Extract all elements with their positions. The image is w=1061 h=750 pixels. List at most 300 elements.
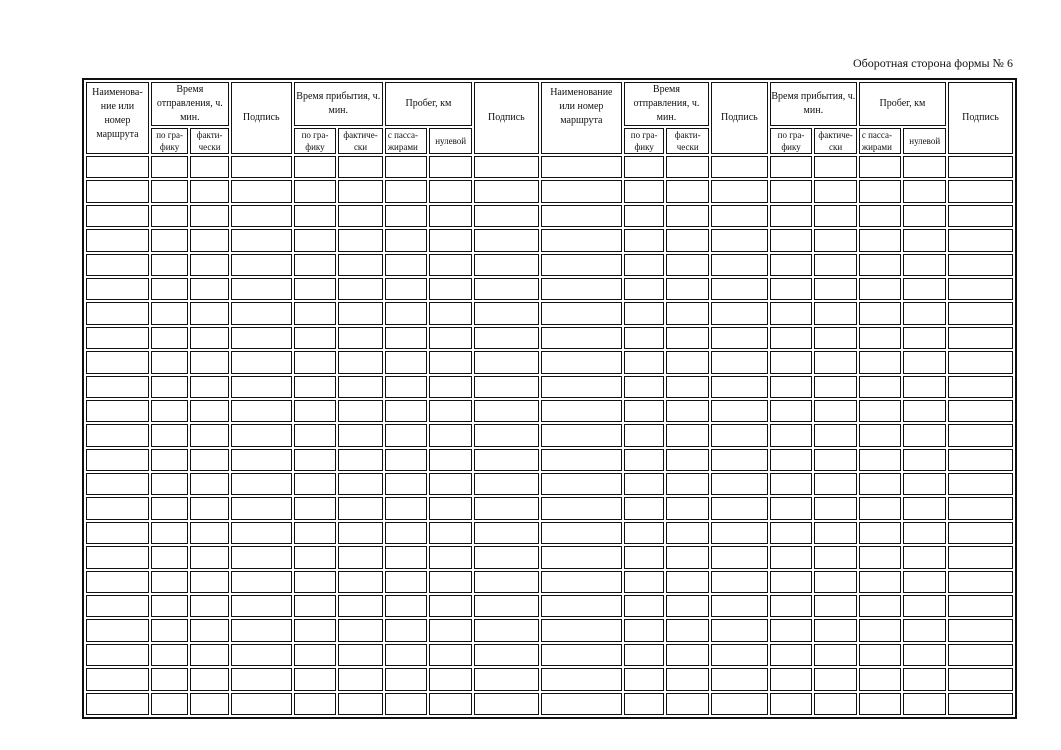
table-cell[interactable] [86,180,149,202]
table-cell[interactable] [385,156,428,178]
table-cell[interactable] [474,180,539,202]
table-cell[interactable] [231,497,292,519]
table-cell[interactable] [948,497,1013,519]
table-cell[interactable] [814,278,857,300]
table-cell[interactable] [541,522,622,544]
table-cell[interactable] [429,180,472,202]
table-cell[interactable] [474,302,539,324]
table-cell[interactable] [86,278,149,300]
table-cell[interactable] [86,522,149,544]
table-cell[interactable] [151,595,189,617]
table-cell[interactable] [666,449,709,471]
table-cell[interactable] [770,424,813,446]
table-cell[interactable] [859,278,902,300]
table-cell[interactable] [86,546,149,568]
table-cell[interactable] [294,644,337,666]
table-cell[interactable] [814,327,857,349]
table-cell[interactable] [151,424,189,446]
table-cell[interactable] [541,302,622,324]
table-cell[interactable] [151,571,189,593]
table-cell[interactable] [666,693,709,715]
table-cell[interactable] [948,205,1013,227]
table-cell[interactable] [338,497,383,519]
table-cell[interactable] [151,449,189,471]
table-cell[interactable] [429,254,472,276]
table-cell[interactable] [429,619,472,641]
table-cell[interactable] [903,229,946,251]
table-cell[interactable] [711,351,768,373]
table-cell[interactable] [474,522,539,544]
table-cell[interactable] [541,229,622,251]
table-cell[interactable] [231,522,292,544]
table-cell[interactable] [903,473,946,495]
table-cell[interactable] [294,473,337,495]
table-cell[interactable] [903,424,946,446]
table-cell[interactable] [770,644,813,666]
table-cell[interactable] [624,229,665,251]
table-cell[interactable] [385,571,428,593]
table-cell[interactable] [948,693,1013,715]
table-cell[interactable] [903,619,946,641]
table-cell[interactable] [666,668,709,690]
table-cell[interactable] [385,229,428,251]
table-cell[interactable] [711,156,768,178]
table-cell[interactable] [429,497,472,519]
table-cell[interactable] [151,254,189,276]
table-cell[interactable] [385,400,428,422]
table-cell[interactable] [541,619,622,641]
table-cell[interactable] [859,595,902,617]
table-cell[interactable] [770,668,813,690]
table-cell[interactable] [903,351,946,373]
table-cell[interactable] [624,424,665,446]
table-cell[interactable] [859,668,902,690]
table-cell[interactable] [814,693,857,715]
table-cell[interactable] [814,254,857,276]
table-cell[interactable] [474,376,539,398]
table-cell[interactable] [666,595,709,617]
table-cell[interactable] [294,254,337,276]
table-cell[interactable] [385,619,428,641]
table-cell[interactable] [231,254,292,276]
table-cell[interactable] [338,205,383,227]
table-cell[interactable] [666,156,709,178]
table-cell[interactable] [338,302,383,324]
table-cell[interactable] [338,278,383,300]
table-cell[interactable] [294,376,337,398]
table-cell[interactable] [770,205,813,227]
table-cell[interactable] [541,693,622,715]
table-cell[interactable] [474,571,539,593]
table-cell[interactable] [711,278,768,300]
table-cell[interactable] [385,473,428,495]
table-cell[interactable] [903,205,946,227]
table-cell[interactable] [541,644,622,666]
table-cell[interactable] [541,400,622,422]
table-cell[interactable] [814,229,857,251]
table-cell[interactable] [666,302,709,324]
table-cell[interactable] [429,302,472,324]
table-cell[interactable] [231,376,292,398]
table-cell[interactable] [948,254,1013,276]
table-cell[interactable] [231,571,292,593]
table-cell[interactable] [541,473,622,495]
table-cell[interactable] [86,156,149,178]
table-cell[interactable] [903,522,946,544]
table-cell[interactable] [231,424,292,446]
table-cell[interactable] [541,424,622,446]
table-cell[interactable] [474,473,539,495]
table-cell[interactable] [338,449,383,471]
table-cell[interactable] [814,205,857,227]
table-cell[interactable] [294,400,337,422]
table-cell[interactable] [385,254,428,276]
table-cell[interactable] [385,376,428,398]
table-cell[interactable] [231,595,292,617]
table-cell[interactable] [711,644,768,666]
table-cell[interactable] [859,156,902,178]
table-cell[interactable] [86,205,149,227]
table-cell[interactable] [86,351,149,373]
table-cell[interactable] [711,668,768,690]
table-cell[interactable] [190,595,229,617]
table-cell[interactable] [385,693,428,715]
table-cell[interactable] [948,473,1013,495]
table-cell[interactable] [385,278,428,300]
table-cell[interactable] [859,229,902,251]
table-cell[interactable] [859,400,902,422]
table-cell[interactable] [151,327,189,349]
table-cell[interactable] [770,180,813,202]
table-cell[interactable] [151,400,189,422]
table-cell[interactable] [338,180,383,202]
table-cell[interactable] [903,400,946,422]
table-cell[interactable] [859,522,902,544]
table-cell[interactable] [429,424,472,446]
table-cell[interactable] [474,449,539,471]
table-cell[interactable] [711,546,768,568]
table-cell[interactable] [948,302,1013,324]
table-cell[interactable] [859,254,902,276]
table-cell[interactable] [624,278,665,300]
table-cell[interactable] [190,693,229,715]
table-cell[interactable] [814,180,857,202]
table-cell[interactable] [338,400,383,422]
table-cell[interactable] [294,571,337,593]
table-cell[interactable] [294,424,337,446]
table-cell[interactable] [151,546,189,568]
table-cell[interactable] [474,595,539,617]
table-cell[interactable] [190,254,229,276]
table-cell[interactable] [474,497,539,519]
table-cell[interactable] [338,327,383,349]
table-cell[interactable] [294,668,337,690]
table-cell[interactable] [624,595,665,617]
table-cell[interactable] [666,497,709,519]
table-cell[interactable] [859,473,902,495]
table-cell[interactable] [541,546,622,568]
table-cell[interactable] [151,497,189,519]
table-cell[interactable] [151,668,189,690]
table-cell[interactable] [711,376,768,398]
table-cell[interactable] [859,571,902,593]
table-cell[interactable] [474,156,539,178]
table-cell[interactable] [711,327,768,349]
table-cell[interactable] [429,278,472,300]
table-cell[interactable] [190,497,229,519]
table-cell[interactable] [151,376,189,398]
table-cell[interactable] [338,424,383,446]
table-cell[interactable] [541,497,622,519]
table-cell[interactable] [190,180,229,202]
table-cell[interactable] [429,644,472,666]
table-cell[interactable] [231,644,292,666]
table-cell[interactable] [294,156,337,178]
table-cell[interactable] [903,571,946,593]
table-cell[interactable] [859,302,902,324]
table-cell[interactable] [948,424,1013,446]
table-cell[interactable] [151,278,189,300]
table-cell[interactable] [231,302,292,324]
table-cell[interactable] [541,595,622,617]
table-cell[interactable] [666,619,709,641]
table-cell[interactable] [86,254,149,276]
table-cell[interactable] [666,571,709,593]
table-cell[interactable] [541,254,622,276]
table-cell[interactable] [770,327,813,349]
table-cell[interactable] [231,619,292,641]
table-cell[interactable] [666,400,709,422]
table-cell[interactable] [385,351,428,373]
table-cell[interactable] [859,180,902,202]
table-cell[interactable] [294,205,337,227]
table-cell[interactable] [903,668,946,690]
table-cell[interactable] [903,449,946,471]
table-cell[interactable] [711,571,768,593]
table-cell[interactable] [948,595,1013,617]
table-cell[interactable] [948,571,1013,593]
table-cell[interactable] [338,473,383,495]
table-cell[interactable] [711,693,768,715]
table-cell[interactable] [86,571,149,593]
table-cell[interactable] [86,327,149,349]
table-cell[interactable] [624,449,665,471]
table-cell[interactable] [948,180,1013,202]
table-cell[interactable] [624,546,665,568]
table-cell[interactable] [711,424,768,446]
table-cell[interactable] [948,668,1013,690]
table-cell[interactable] [429,571,472,593]
table-cell[interactable] [814,351,857,373]
table-cell[interactable] [948,400,1013,422]
table-cell[interactable] [666,278,709,300]
table-cell[interactable] [429,449,472,471]
table-cell[interactable] [294,522,337,544]
table-cell[interactable] [666,205,709,227]
table-cell[interactable] [711,205,768,227]
table-cell[interactable] [190,546,229,568]
table-cell[interactable] [338,156,383,178]
table-cell[interactable] [770,400,813,422]
table-cell[interactable] [814,449,857,471]
table-cell[interactable] [385,644,428,666]
table-cell[interactable] [859,449,902,471]
table-cell[interactable] [231,473,292,495]
table-cell[interactable] [624,156,665,178]
table-cell[interactable] [190,376,229,398]
table-cell[interactable] [151,619,189,641]
table-cell[interactable] [474,400,539,422]
table-cell[interactable] [711,473,768,495]
table-cell[interactable] [86,473,149,495]
table-cell[interactable] [541,180,622,202]
table-cell[interactable] [294,497,337,519]
table-cell[interactable] [190,229,229,251]
table-cell[interactable] [429,327,472,349]
table-cell[interactable] [385,668,428,690]
table-cell[interactable] [385,205,428,227]
table-cell[interactable] [903,497,946,519]
table-cell[interactable] [474,619,539,641]
table-cell[interactable] [294,595,337,617]
table-cell[interactable] [770,229,813,251]
table-cell[interactable] [385,497,428,519]
table-cell[interactable] [294,449,337,471]
table-cell[interactable] [814,619,857,641]
table-cell[interactable] [624,497,665,519]
table-cell[interactable] [385,302,428,324]
table-cell[interactable] [190,351,229,373]
table-cell[interactable] [859,351,902,373]
table-cell[interactable] [859,205,902,227]
table-cell[interactable] [385,449,428,471]
table-cell[interactable] [294,351,337,373]
table-cell[interactable] [338,254,383,276]
table-cell[interactable] [474,668,539,690]
table-cell[interactable] [624,254,665,276]
table-cell[interactable] [814,376,857,398]
table-cell[interactable] [474,327,539,349]
table-cell[interactable] [429,522,472,544]
table-cell[interactable] [541,571,622,593]
table-cell[interactable] [338,619,383,641]
table-cell[interactable] [190,522,229,544]
table-cell[interactable] [338,351,383,373]
table-cell[interactable] [948,156,1013,178]
table-cell[interactable] [814,644,857,666]
table-cell[interactable] [859,327,902,349]
table-cell[interactable] [770,449,813,471]
table-cell[interactable] [903,278,946,300]
table-cell[interactable] [859,376,902,398]
table-cell[interactable] [814,571,857,593]
table-cell[interactable] [711,497,768,519]
table-cell[interactable] [474,644,539,666]
table-cell[interactable] [86,400,149,422]
table-cell[interactable] [666,229,709,251]
table-cell[interactable] [814,497,857,519]
table-cell[interactable] [338,644,383,666]
table-cell[interactable] [814,668,857,690]
table-cell[interactable] [711,595,768,617]
table-cell[interactable] [385,180,428,202]
table-cell[interactable] [338,571,383,593]
table-cell[interactable] [474,205,539,227]
table-cell[interactable] [429,473,472,495]
table-cell[interactable] [814,424,857,446]
table-cell[interactable] [948,522,1013,544]
table-cell[interactable] [294,619,337,641]
table-cell[interactable] [770,302,813,324]
table-cell[interactable] [429,156,472,178]
table-cell[interactable] [86,376,149,398]
table-cell[interactable] [86,644,149,666]
table-cell[interactable] [859,693,902,715]
table-cell[interactable] [770,522,813,544]
table-cell[interactable] [770,254,813,276]
table-cell[interactable] [151,205,189,227]
table-cell[interactable] [624,327,665,349]
table-cell[interactable] [429,595,472,617]
table-cell[interactable] [770,376,813,398]
table-cell[interactable] [86,302,149,324]
table-cell[interactable] [231,278,292,300]
table-cell[interactable] [624,473,665,495]
table-cell[interactable] [86,693,149,715]
table-cell[interactable] [770,546,813,568]
table-cell[interactable] [231,205,292,227]
table-cell[interactable] [338,595,383,617]
table-cell[interactable] [624,302,665,324]
table-cell[interactable] [541,351,622,373]
table-cell[interactable] [624,400,665,422]
table-cell[interactable] [190,668,229,690]
table-cell[interactable] [429,693,472,715]
table-cell[interactable] [151,229,189,251]
table-cell[interactable] [624,205,665,227]
table-cell[interactable] [814,546,857,568]
table-cell[interactable] [666,644,709,666]
table-cell[interactable] [86,497,149,519]
table-cell[interactable] [711,229,768,251]
table-cell[interactable] [859,424,902,446]
table-cell[interactable] [338,693,383,715]
table-cell[interactable] [624,668,665,690]
table-cell[interactable] [151,644,189,666]
table-cell[interactable] [814,595,857,617]
table-cell[interactable] [770,351,813,373]
table-cell[interactable] [541,156,622,178]
table-cell[interactable] [429,351,472,373]
table-cell[interactable] [190,278,229,300]
table-cell[interactable] [190,571,229,593]
table-cell[interactable] [151,351,189,373]
table-cell[interactable] [231,180,292,202]
table-cell[interactable] [385,522,428,544]
table-cell[interactable] [474,693,539,715]
table-cell[interactable] [770,473,813,495]
table-cell[interactable] [770,619,813,641]
table-cell[interactable] [474,229,539,251]
table-cell[interactable] [711,180,768,202]
table-cell[interactable] [429,376,472,398]
table-cell[interactable] [814,473,857,495]
table-cell[interactable] [429,205,472,227]
table-cell[interactable] [541,278,622,300]
table-cell[interactable] [624,571,665,593]
table-cell[interactable] [859,619,902,641]
table-cell[interactable] [190,156,229,178]
